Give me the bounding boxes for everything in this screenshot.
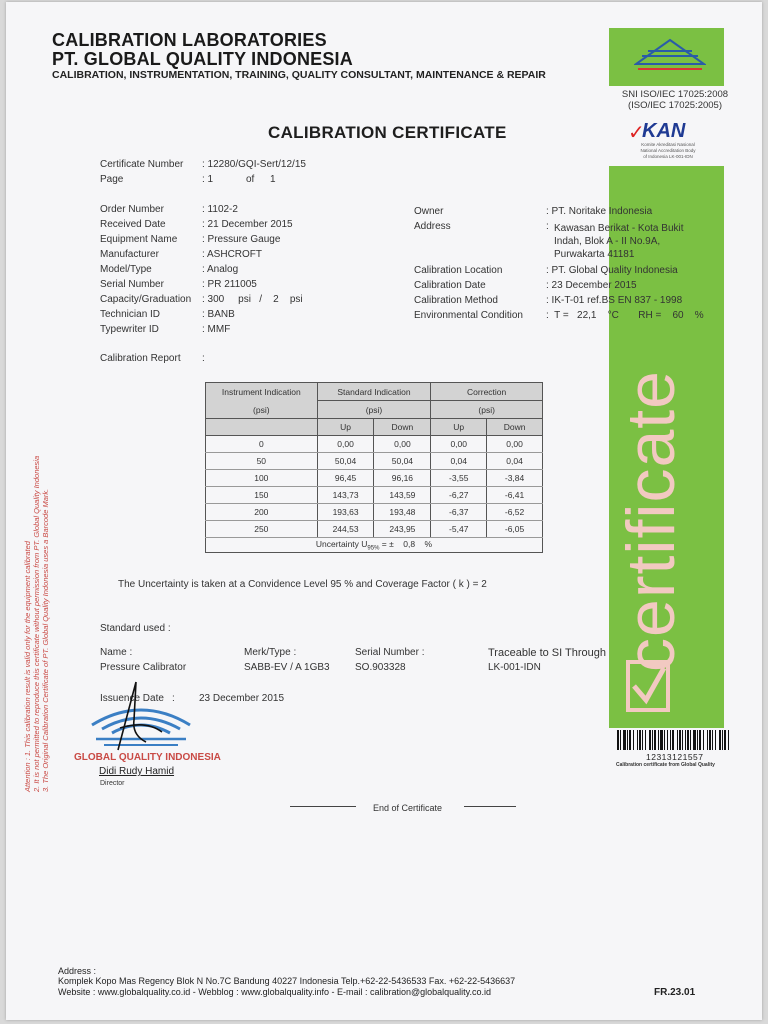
typewriter-id-value: : MMF <box>202 324 231 335</box>
calibration-report-colon: : <box>202 353 205 364</box>
calibration-table <box>205 382 543 553</box>
cor-down-header: Down <box>487 419 543 436</box>
table-cell: -3,55 <box>431 470 487 487</box>
certificate-number-label: Certificate Number <box>100 159 184 170</box>
technician-id-value: : BANB <box>202 309 235 320</box>
table-cell: 143,59 <box>374 487 431 504</box>
order-number-value: : 1102-2 <box>202 204 238 215</box>
table-cell: 96,45 <box>317 470 374 487</box>
signatory-logo-text: GLOBAL QUALITY INDONESIA <box>74 752 221 763</box>
uncertainty-value: = ± 0,8 % <box>379 538 433 549</box>
end-of-certificate: End of Certificate <box>373 803 443 813</box>
table-cell: -5,47 <box>431 521 487 538</box>
issuence-date-value: 23 December 2015 <box>199 693 285 704</box>
page-title: CALIBRATION CERTIFICATE <box>268 123 507 142</box>
table-cell: 0,04 <box>431 453 487 470</box>
side-note-line-3: 3. The Original Calibration Certificate of PT. Global Quality Indonesia uses a Barcode Mark. <box>41 488 50 792</box>
std-up-header: Up <box>317 419 374 436</box>
certificate-page <box>6 2 762 1020</box>
certificate-number-value: : 12280/GQI-Sert/12/15 <box>202 159 306 170</box>
table-cell: 96,16 <box>374 470 431 487</box>
table-row <box>206 487 543 504</box>
calibration-method-label: Calibration Method <box>414 295 498 306</box>
barcode-icon <box>617 730 729 750</box>
serial-number-value: : PR 211005 <box>202 279 257 290</box>
page-value: : 1 <box>202 174 214 185</box>
director-title: Director <box>100 780 125 787</box>
standard-name-label: Name : <box>100 647 133 658</box>
standard-used-heading: Standard used : <box>100 623 171 634</box>
table-cell: -6,27 <box>431 487 487 504</box>
col-instrument-spacer <box>206 419 318 436</box>
table-cell: 100 <box>206 470 318 487</box>
table-cell: 50 <box>206 453 318 470</box>
side-attention-note <box>23 456 50 792</box>
calibration-date-label: Calibration Date <box>414 280 486 291</box>
model-type-label: Model/Type <box>100 264 152 275</box>
table-row <box>206 453 543 470</box>
checkbox-mark-icon <box>626 660 670 712</box>
capacity-value: : 300 psi / 2 psi <box>202 294 303 305</box>
col-standard-unit: (psi) <box>317 401 431 419</box>
received-date-label: Received Date <box>100 219 166 230</box>
sni-line: SNI ISO/IEC 17025:2008 <box>621 89 729 100</box>
col-instrument-header <box>206 383 318 419</box>
table-cell: 244,53 <box>317 521 374 538</box>
owner-label: Owner <box>414 206 444 217</box>
barcode-number: 12313121557 <box>646 752 704 762</box>
col-correction-unit: (psi) <box>431 401 543 419</box>
address-line-3: Purwakarta 41181 <box>554 249 635 260</box>
merk-type-value: SABB-EV / A 1GB3 <box>244 662 330 673</box>
services-line: CALIBRATION, INSTRUMENTATION, TRAINING, QUALITY CONSULTANT, MAINTENANCE & REPAIR <box>52 69 546 81</box>
certificate-vertical-word: certificate <box>613 370 689 672</box>
table-cell: -6,37 <box>431 504 487 521</box>
director-name: Didi Rudy Hamid <box>99 766 175 777</box>
equipment-name-value: : Pressure Gauge <box>202 234 281 245</box>
table-cell: -6,41 <box>487 487 543 504</box>
environment-label: Environmental Condition <box>414 310 523 321</box>
footer-address-line: Komplek Kopo Mas Regency Blok N No.7C Bandung 40227 Indonesia Telp.+62-22-5436533 Fax. +62-22-5436637 <box>58 976 516 986</box>
uncertainty-row <box>206 538 543 553</box>
traceable-value: LK-001-IDN <box>488 662 541 673</box>
table-row <box>206 521 543 538</box>
side-note-line-2: 2. It is not permitted to reproduce this certificate without permission from PT. Global Quality Indonesia <box>32 455 41 792</box>
address-colon: : <box>546 221 549 232</box>
table-cell: 50,04 <box>317 453 374 470</box>
kan-check-icon: ✓ <box>628 122 645 144</box>
received-date-value: : 21 December 2015 <box>202 219 293 230</box>
owner-value: : PT. Noritake Indonesia <box>546 206 653 217</box>
table-cell: 193,48 <box>374 504 431 521</box>
iso-standard-label <box>612 89 738 111</box>
merk-type-label: Merk/Type : <box>244 647 297 658</box>
calibration-location-label: Calibration Location <box>414 265 503 276</box>
table-cell: 0,04 <box>487 453 543 470</box>
calibration-report-label: Calibration Report <box>100 353 181 364</box>
issuence-date-label: Issuence Date <box>100 693 164 704</box>
std-down-header: Down <box>374 419 431 436</box>
company-name: PT. GLOBAL QUALITY INDONESIA <box>52 49 353 69</box>
table-row <box>206 504 543 521</box>
model-type-value: : Analog <box>202 264 239 275</box>
calibration-date-value: : 23 December 2015 <box>546 280 637 291</box>
table-cell: 200 <box>206 504 318 521</box>
table-cell: 0 <box>206 436 318 453</box>
table-cell: 0,00 <box>487 436 543 453</box>
table-cell: 250 <box>206 521 318 538</box>
table-cell: 150 <box>206 487 318 504</box>
table-cell: 50,04 <box>374 453 431 470</box>
end-line-right <box>464 806 516 807</box>
col-instrument-unit: (psi) <box>253 404 270 415</box>
table-cell: -3,84 <box>487 470 543 487</box>
table-cell: 0,00 <box>317 436 374 453</box>
kan-logo: KAN <box>642 120 686 142</box>
address-label: Address <box>414 221 451 232</box>
equipment-name-label: Equipment Name <box>100 234 178 245</box>
traceable-label: Traceable to SI Through <box>488 647 607 659</box>
uncertainty-note: The Uncertainty is taken at a Convidence Level 95 % and Coverage Factor ( k ) = 2 <box>118 579 487 590</box>
address-line-2: Indah, Blok A - II No.9A, <box>554 236 661 247</box>
signature-icon <box>106 680 166 760</box>
calibration-method-value: : IK-T-01 ref.BS EN 837 - 1998 <box>546 295 683 306</box>
uncertainty-label: Uncertainty U <box>315 538 368 549</box>
pyramid-logo-icon <box>634 38 706 78</box>
manufacturer-label: Manufacturer <box>100 249 159 260</box>
table-cell: 193,63 <box>317 504 374 521</box>
table-cell: 0,00 <box>431 436 487 453</box>
issuence-date-colon: : <box>172 693 175 704</box>
lab-name: CALIBRATION LABORATORIES <box>52 30 327 50</box>
col-instrument-title: Instrument Indication <box>221 386 301 397</box>
table-cell: -6,52 <box>487 504 543 521</box>
col-standard-header: Standard Indication <box>317 383 431 401</box>
uncertainty-subscript: 95% <box>367 545 380 552</box>
table-cell: -6,05 <box>487 521 543 538</box>
table-cell: 243,95 <box>374 521 431 538</box>
cor-up-header: Up <box>431 419 487 436</box>
capacity-label: Capacity/Graduation <box>100 294 192 305</box>
form-code: FR.23.01 <box>654 987 696 998</box>
environment-value: : T = 22,1 °C RH = 60 % <box>546 310 704 321</box>
standard-serial-value: SO.903328 <box>355 662 406 673</box>
table-row <box>206 470 543 487</box>
page-total: 1 <box>270 174 276 185</box>
col-correction-header: Correction <box>431 383 543 401</box>
standard-name-value: Pressure Calibrator <box>100 662 187 673</box>
serial-number-label: Serial Number <box>100 279 164 290</box>
kan-subtext: Komite Akreditasi Nasional National Accreditation Body of Indonesia LK-001-IDN <box>640 142 696 159</box>
table-row <box>206 436 543 453</box>
side-note-line-1: Attention : 1. This calibration result is valid only for the equipment calibrated <box>23 541 32 792</box>
address-line-1: Kawasan Berikat - Kota Bukit <box>554 223 684 234</box>
calibration-location-value: : PT. Global Quality Indonesia <box>546 265 678 276</box>
manufacturer-value: : ASHCROFT <box>202 249 263 260</box>
table-cell: 143,73 <box>317 487 374 504</box>
iso-line: (ISO/IEC 17025:2005) <box>628 100 722 111</box>
order-number-label: Order Number <box>100 204 164 215</box>
barcode-caption: Calibration certificate from Global Quality <box>616 762 715 768</box>
typewriter-id-label: Typewriter ID <box>100 324 159 335</box>
page-of: of <box>246 174 255 185</box>
footer-address-label: Address : <box>58 966 97 976</box>
footer-contact-line: Website : www.globalquality.co.id - Webblog : www.globalquality.info - E-mail : calibration@globalquality.co.id <box>58 987 492 997</box>
end-line-left <box>290 806 356 807</box>
technician-id-label: Technician ID <box>100 309 161 320</box>
standard-serial-label: Serial Number : <box>355 647 425 658</box>
page-label: Page <box>100 174 124 185</box>
table-cell: 0,00 <box>374 436 431 453</box>
